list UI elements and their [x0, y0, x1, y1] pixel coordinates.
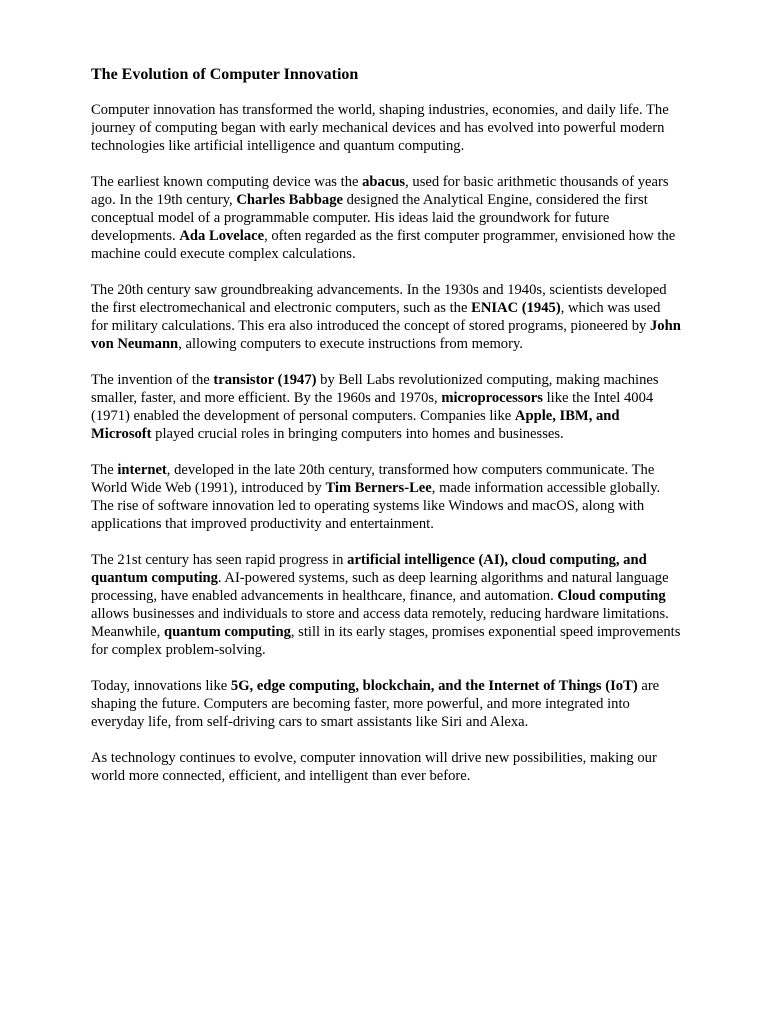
text-run: Today, innovations like [91, 678, 231, 694]
bold-text-run: quantum computing [163, 624, 291, 640]
bold-text-run: Cloud computing [557, 588, 666, 604]
text-run: As technology continues to evolve, computer innovation will drive new possibilities, making our world more connected, efficient, and intelligent than ever before. [91, 750, 657, 784]
text-run: , which was used for military calculations. This era also introduced the concept of stored programs, pioneered by [91, 300, 661, 334]
text-run: , allowing computers to execute instructions from memory. [178, 336, 523, 352]
bold-text-run: Ada Lovelace [179, 228, 265, 244]
paragraph [91, 371, 681, 443]
text-run: , used for basic arithmetic thousands of years ago. In the 19th century, [91, 174, 669, 208]
bold-text-run: microprocessors [441, 390, 543, 406]
bold-text-run: ENIAC (1945) [471, 300, 561, 316]
paragraph [91, 749, 681, 785]
text-run: . AI-powered systems, such as deep learning algorithms and natural language processing, have enabled advancements in healthcare, finance, and automation. [91, 570, 669, 604]
text-run: by Bell Labs revolutionized computing, making machines smaller, faster, and more efficient. By the 1960s and 1970s, [91, 372, 659, 406]
bold-text-run: John von Neumann [91, 318, 681, 352]
text-run: , developed in the late 20th century, transformed how computers communicate. The World Wide Web (1991), introduced by [91, 462, 655, 496]
text-run: The 21st century has seen rapid progress in [91, 552, 348, 568]
text-run: are shaping the future. Computers are becoming faster, more powerful, and more integrated into everyday life, from self-driving cars to smart assistants like Siri and Alexa. [91, 678, 660, 730]
paragraph [91, 101, 681, 155]
text-run: , made information accessible globally. The rise of software innovation led to operating systems like Windows and macOS, along with applications that improved productivity and entertainment. [91, 480, 661, 532]
document-body [91, 101, 681, 828]
bold-text-run: transistor (1947) [213, 372, 317, 388]
paragraph [91, 173, 681, 263]
text-run: played crucial roles in bringing computers into homes and businesses. [151, 426, 564, 442]
paragraph [91, 677, 681, 731]
text-run: The invention of the [91, 372, 214, 388]
bold-text-run: abacus [362, 174, 406, 190]
bold-text-run: Apple, IBM, and Microsoft [91, 408, 620, 442]
text-run: The [91, 462, 118, 478]
text-run: The earliest known computing device was the [91, 174, 363, 190]
bold-text-run: artificial intelligence (AI), cloud computing, and quantum computing [91, 552, 647, 586]
bold-text-run: Charles Babbage [236, 192, 343, 208]
paragraph [91, 281, 681, 353]
text-run: The 20th century saw groundbreaking advancements. In the 1930s and 1940s, scientists developed the first electromechanical and electronic computers, such as the [91, 282, 667, 316]
paragraph [91, 551, 681, 659]
document-page [91, 64, 681, 828]
paragraph [91, 461, 681, 533]
bold-text-run: Tim Berners-Lee [325, 480, 432, 496]
bold-text-run: 5G, edge computing, blockchain, and the Internet of Things (IoT) [230, 678, 638, 694]
text-run: designed the Analytical Engine, considered the first conceptual model of a programmable computer. His ideas laid the groundwork for future developments. [91, 192, 648, 244]
text-run: allows businesses and individuals to store and access data remotely, reducing hardware limitations. Meanwhile, [91, 606, 669, 640]
bold-text-run: internet [117, 462, 167, 478]
text-run: like the Intel 4004 (1971) enabled the development of personal computers. Companies like [91, 390, 654, 424]
document-title: The Evolution of Computer Innovation [91, 66, 359, 83]
text-run: , often regarded as the first computer programmer, envisioned how the machine could execute complex calculations. [91, 228, 676, 262]
text-run: , still in its early stages, promises exponential speed improvements for complex problem-solving. [91, 624, 681, 658]
text-run: Computer innovation has transformed the world, shaping industries, economies, and daily life. The journey of computing began with early mechanical devices and has evolved into powerful modern technologies like artificial intelligence and quantum computing. [91, 102, 669, 154]
